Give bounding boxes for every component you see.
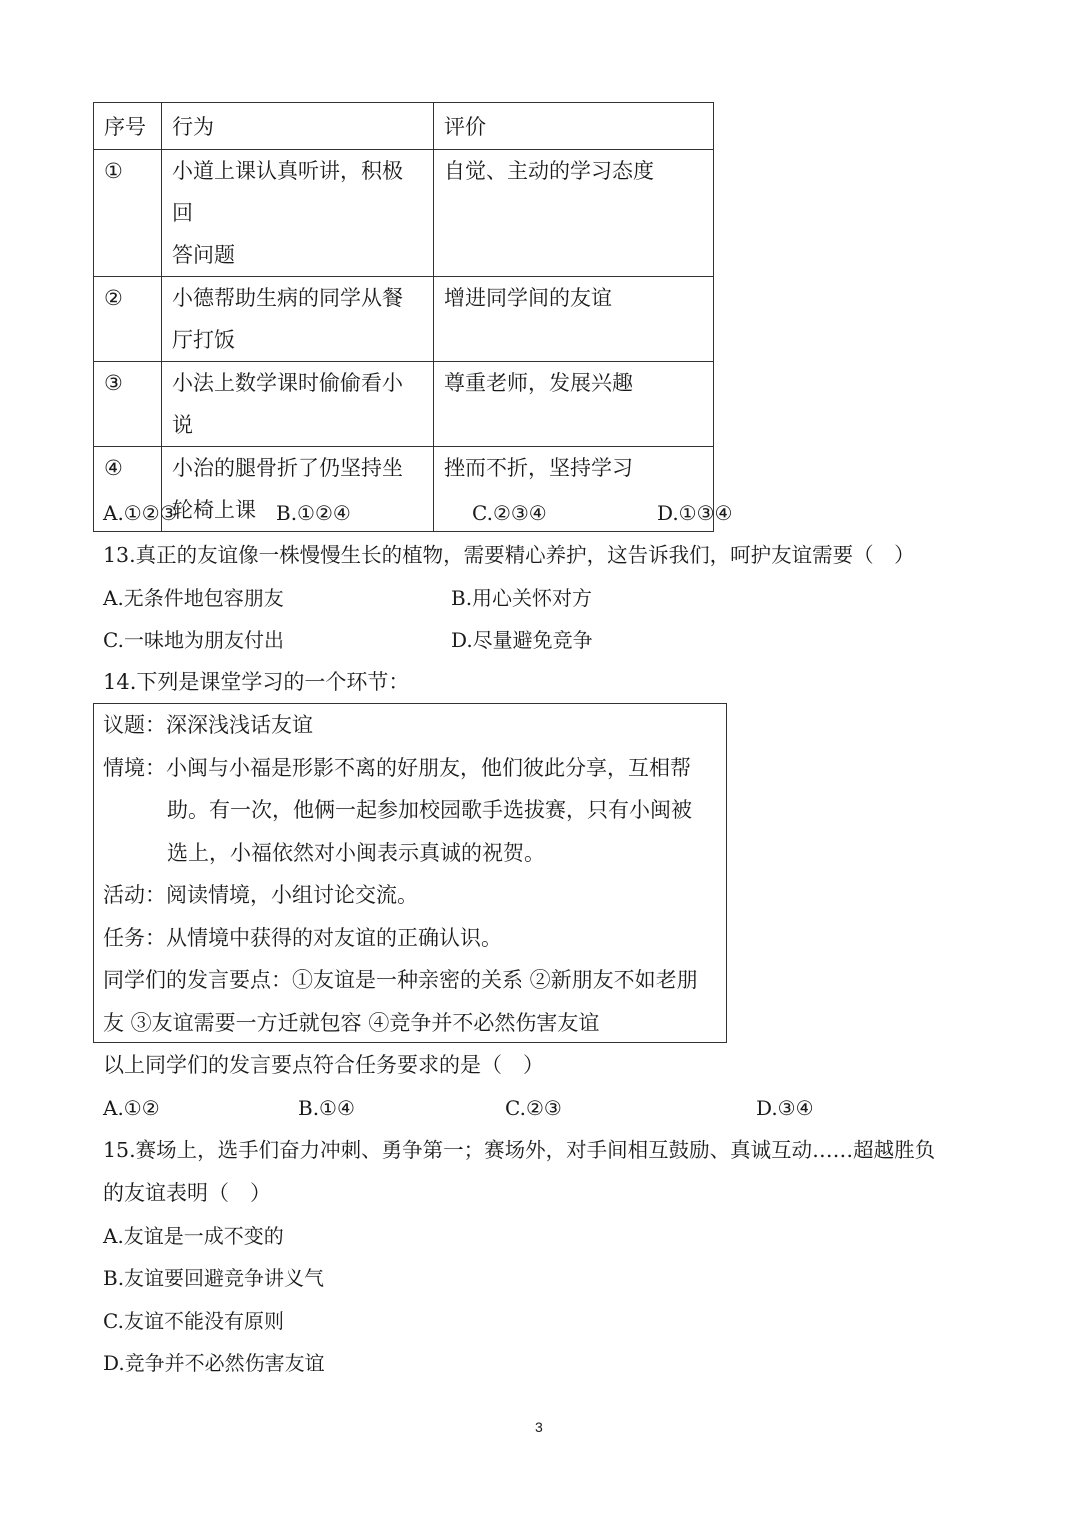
row-number: ③ xyxy=(94,362,162,447)
q14-situation-line: 助。有一次，他俩一起参加校园歌手选拔赛，只有小闽被 xyxy=(167,798,692,822)
row-action-line: 说 xyxy=(172,413,193,437)
table-row xyxy=(94,150,714,277)
behavior-evaluation-table xyxy=(93,102,714,532)
table-header-row xyxy=(94,103,714,150)
table-row xyxy=(94,362,714,447)
row-action xyxy=(162,362,434,447)
q13-option-a: A.无条件地包容朋友 xyxy=(103,586,284,610)
row-number: ① xyxy=(94,150,162,277)
header-cell-action: 行为 xyxy=(162,103,434,150)
row-action xyxy=(162,150,434,277)
q14-option-a: A.①② xyxy=(103,1096,160,1120)
q14-activity: 活动：阅读情境，小组讨论交流。 xyxy=(103,883,418,907)
q14-question: 以上同学们的发言要点符合任务要求的是（ ） xyxy=(103,1053,544,1077)
q15-stem-line: 15.赛场上，选手们奋力冲刺、勇争第一；赛场外，对手间相互鼓励、真诚互动……超越胜负 xyxy=(103,1138,936,1162)
q14-option-b: B.①④ xyxy=(298,1096,355,1120)
row-number: ④ xyxy=(94,447,162,532)
q14-situation-line: 情境：小闽与小福是形影不离的好朋友，他们彼此分享，互相帮 xyxy=(103,756,691,780)
header-cell-number: 序号 xyxy=(94,103,162,150)
q14-points-line: 同学们的发言要点：①友谊是一种亲密的关系 ②新朋友不如老朋 xyxy=(103,968,698,992)
row-evaluation: 增进同学间的友谊 xyxy=(434,277,714,362)
page-number: 3 xyxy=(535,1419,543,1435)
q14-topic: 议题：深深浅浅话友谊 xyxy=(103,713,313,737)
q15-option-b: B.友谊要回避竞争讲义气 xyxy=(103,1266,325,1290)
q14-situation-line: 选上，小福依然对小闽表示真诚的祝贺。 xyxy=(167,841,545,865)
row-evaluation: 挫而不折，坚持学习 xyxy=(434,447,714,532)
row-action-line: 小德帮助生病的同学从餐 xyxy=(172,286,403,310)
table-row xyxy=(94,277,714,362)
q14-option-c: C.②③ xyxy=(505,1096,562,1120)
q13-option-b: B.用心关怀对方 xyxy=(451,586,593,610)
row-action-line: 厅打饭 xyxy=(172,328,235,352)
row-evaluation: 自觉、主动的学习态度 xyxy=(434,150,714,277)
q12-option-c: C.②③④ xyxy=(472,501,547,525)
q12-option-d: D.①③④ xyxy=(657,501,733,525)
row-action-line: 轮椅上课 xyxy=(172,498,256,522)
q15-option-c: C.友谊不能没有原则 xyxy=(103,1309,284,1333)
q14-points-line: 友 ③友谊需要一方迁就包容 ④竞争并不必然伤害友谊 xyxy=(103,1011,600,1035)
q12-option-a: A.①②③ xyxy=(103,501,178,525)
row-evaluation: 尊重老师，发展兴趣 xyxy=(434,362,714,447)
q14-task: 任务：从情境中获得的对友谊的正确认识。 xyxy=(103,926,502,950)
header-cell-evaluation: 评价 xyxy=(434,103,714,150)
row-action xyxy=(162,277,434,362)
q14-scenario-box xyxy=(93,703,727,1043)
row-action-line: 答问题 xyxy=(172,243,235,267)
row-action-line: 小治的腿骨折了仍坚持坐 xyxy=(172,456,403,480)
q14-option-d: D.③④ xyxy=(756,1096,814,1120)
q15-option-d: D.竞争并不必然伤害友谊 xyxy=(103,1351,325,1375)
row-number: ② xyxy=(94,277,162,362)
q12-option-b: B.①②④ xyxy=(276,501,351,525)
q13-option-d: D.尽量避免竞争 xyxy=(451,628,593,652)
q14-stem: 14.下列是课堂学习的一个环节： xyxy=(103,670,410,694)
row-action-line: 小法上数学课时偷偷看小 xyxy=(172,371,403,395)
q13-option-c: C.一味地为朋友付出 xyxy=(103,628,284,652)
q13-stem: 13.真正的友谊像一株慢慢生长的植物，需要精心养护，这告诉我们，呵护友谊需要（ ） xyxy=(103,543,915,567)
q15-option-a: A.友谊是一成不变的 xyxy=(103,1224,284,1248)
table-row xyxy=(94,447,714,532)
row-action-line: 小道上课认真听讲，积极回 xyxy=(172,159,403,225)
q15-stem-line: 的友谊表明（ ） xyxy=(103,1181,271,1205)
